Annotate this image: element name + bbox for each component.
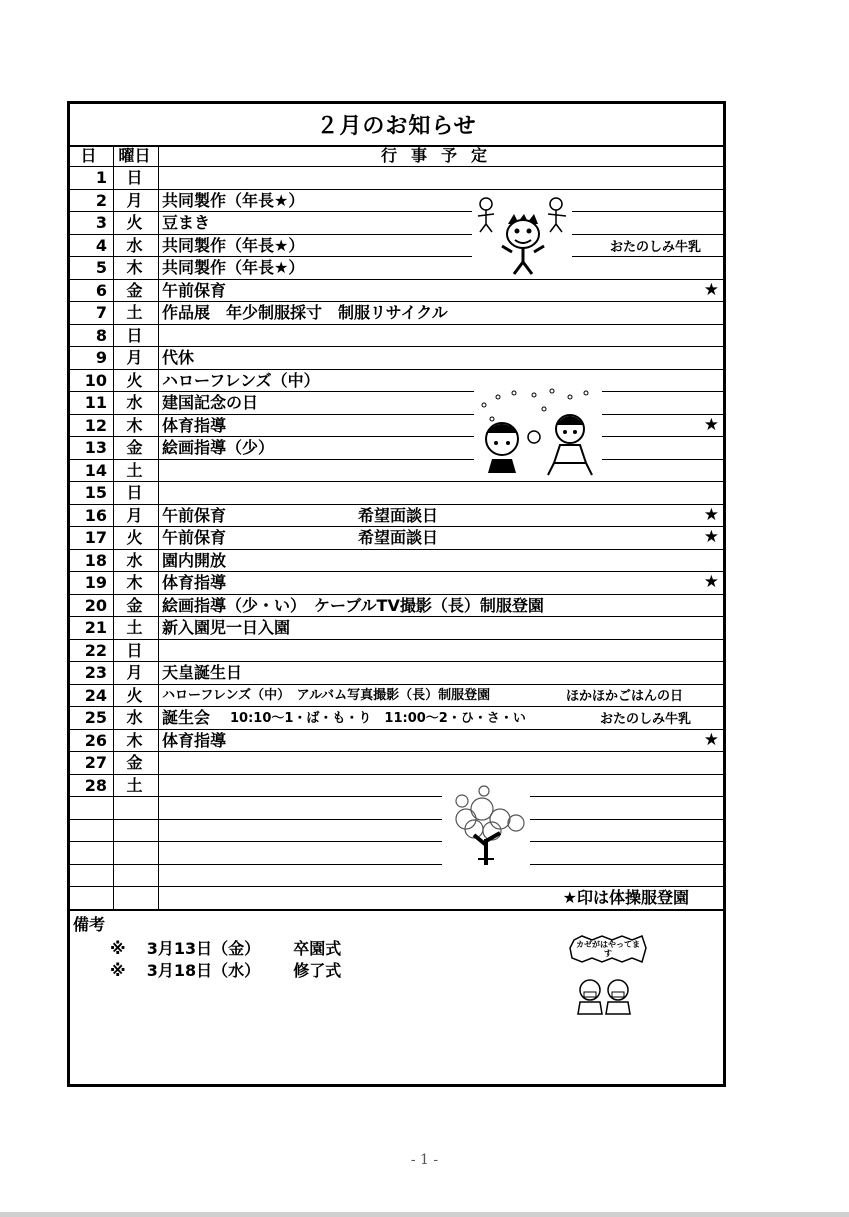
weekday-cell: 木 [126,573,143,592]
day-cell: 16 [84,505,107,525]
day-cell: 9 [95,348,107,367]
event-cell: 共同製作（年長★） [162,190,305,210]
viewer-bottom-bar [0,1212,849,1217]
weekday-cell: 金 [126,753,143,772]
cold-warning-text: カゼがはやってます [576,940,640,958]
event-cell: 作品展 年少制服採寸 制服リサイクル [162,303,448,322]
table-row [70,460,723,483]
table-row [70,325,723,348]
remarks-date: 3月18日（水） [146,961,261,980]
event-cell: 絵画指導（少・い） ケーブルTV撮影（長）制服登園 [162,595,544,615]
day-cell: 8 [95,325,107,345]
day-cell: 21 [84,618,107,637]
event-cell: 新入園児一日入園 [162,618,291,637]
table-row [70,752,723,775]
day-cell: 10 [84,370,107,390]
oni-bean-throwing-illustration [472,194,572,278]
remarks-mark: ※ [110,939,126,958]
weekday-cell: 水 [126,393,143,412]
weekday-cell: 月 [126,505,143,525]
table-row [70,415,723,438]
day-cell: 14 [84,460,107,480]
table-row [70,257,723,280]
day-cell: 6 [95,280,107,300]
day-cell: 20 [84,595,107,615]
table-row [70,167,723,190]
day-cell: 27 [84,753,107,772]
table-row [70,572,723,595]
table-row [70,235,723,258]
day-cell: 11 [84,393,107,412]
weekday-cell: 月 [126,348,143,367]
remarks-date: 3月13日（金） [146,939,261,958]
event-cell: 共同製作（年長★） [162,258,305,277]
day-cell: 12 [84,415,107,435]
remarks-item [110,958,341,981]
remarks-mark: ※ [110,961,126,980]
remarks-item [110,936,341,959]
weekday-cell: 金 [126,280,143,300]
header-day: 日 [80,146,97,165]
remarks-event: 修了式 [293,961,342,980]
header-events: 行事予定 [380,146,501,165]
table-row [70,730,723,753]
event-note: おたのしみ牛乳 [600,712,692,727]
day-cell: 24 [84,685,107,705]
snowball-kids-illustration [474,387,602,479]
table-header-row [70,145,723,167]
table-row [70,775,723,798]
plum-tree-illustration [442,779,530,867]
weekday-cell: 日 [126,325,143,345]
event-secondary: 希望面談日 [358,505,439,525]
day-cell: 28 [84,775,107,795]
weekday-cell: 木 [126,258,143,277]
day-cell: 17 [84,528,107,547]
day-cell: 19 [84,573,107,592]
day-cell: 26 [84,730,107,750]
day-cell: 23 [84,663,107,682]
weekday-cell: 月 [126,190,143,210]
event-cell: ハローフレンズ（中） [162,370,320,390]
table-row [70,302,723,325]
event-cell: 絵画指導（少） [162,438,275,457]
event-cell: 体育指導 [162,415,227,435]
event-cell: 午前保育 [162,505,227,525]
event-cell: ハローフレンズ（中） アルバム写真撮影（長）制服登園 [162,687,491,703]
weekday-cell: 火 [126,528,143,547]
table-row [70,887,723,910]
day-cell: 5 [95,258,107,277]
page-title: ２月のお知らせ [70,104,723,147]
weekday-cell: 火 [126,213,143,232]
event-cell: 天皇誕生日 [162,663,243,682]
weekday-cell: 月 [126,663,143,682]
day-cell: 13 [84,438,107,457]
weekday-cell: 日 [126,640,143,660]
legend-note: ★印は体操服登園 [562,888,689,907]
table-row [70,482,723,505]
event-secondary: ほかほかごはんの日 [566,688,684,704]
weekday-cell: 金 [126,595,143,615]
table-row [70,437,723,460]
event-cell: 共同製作（年長★） [162,235,305,255]
weekday-cell: 火 [126,370,143,390]
table-row [70,505,723,528]
star-marker: ★ [703,527,719,547]
event-cell: 代休 [162,348,195,367]
star-marker: ★ [703,414,719,435]
day-cell: 18 [84,550,107,570]
table-row [70,865,723,888]
event-detail: 10:10～1・ば・も・り 11:00～2・ひ・さ・い [230,711,526,726]
table-row [70,190,723,213]
weekday-cell: 日 [126,483,143,502]
notice-sheet [67,101,726,1087]
event-cell: 体育指導 [162,730,227,750]
weekday-cell: 水 [126,235,143,255]
day-cell: 2 [95,190,107,210]
schedule-table [70,145,723,911]
weekday-cell: 金 [126,438,143,457]
event-cell: 誕生会 [162,708,211,727]
remarks-label: 備考 [73,915,106,934]
day-cell: 25 [84,708,107,727]
event-cell: 豆まき [162,213,211,232]
page-number: - 1 - [410,1152,439,1168]
table-row [70,820,723,843]
day-cell: 3 [95,213,107,232]
table-row [70,842,723,865]
event-cell: 建国記念の日 [162,393,259,412]
event-cell: 午前保育 [162,528,227,547]
table-row [70,662,723,685]
table-row [70,707,723,730]
table-row [70,617,723,640]
event-secondary: 希望面談日 [358,528,439,547]
day-cell: 1 [95,168,107,187]
table-row [70,212,723,235]
weekday-cell: 土 [126,460,143,480]
day-cell: 15 [84,483,107,502]
star-marker: ★ [703,279,719,300]
weekday-cell: 土 [126,618,143,637]
table-row [70,280,723,303]
remarks-event: 卒園式 [293,939,342,958]
header-weekday: 曜日 [118,146,151,165]
table-row [70,392,723,415]
day-cell: 22 [84,640,107,660]
star-marker: ★ [703,504,719,525]
event-cell: 体育指導 [162,573,227,592]
weekday-cell: 火 [126,685,143,705]
table-row [70,347,723,370]
weekday-cell: 水 [126,550,143,570]
table-row [70,595,723,618]
weekday-cell: 木 [126,730,143,750]
table-row [70,640,723,663]
weekday-cell: 木 [126,415,143,435]
day-cell: 4 [95,235,107,255]
day-cell: 7 [95,303,107,322]
star-marker: ★ [703,729,719,750]
table-row [70,797,723,820]
star-marker: ★ [703,572,719,592]
table-row [70,527,723,550]
table-row [70,550,723,573]
weekday-cell: 日 [126,168,143,187]
remarks-section [70,910,723,1084]
event-cell: 園内開放 [162,550,227,570]
weekday-cell: 水 [126,708,143,727]
cold-warning-illustration [568,934,648,1018]
table-row [70,370,723,393]
table-row [70,685,723,708]
weekday-cell: 土 [126,303,143,322]
weekday-cell: 土 [126,775,143,795]
event-note: おたのしみ牛乳 [610,239,702,255]
event-cell: 午前保育 [162,280,227,300]
